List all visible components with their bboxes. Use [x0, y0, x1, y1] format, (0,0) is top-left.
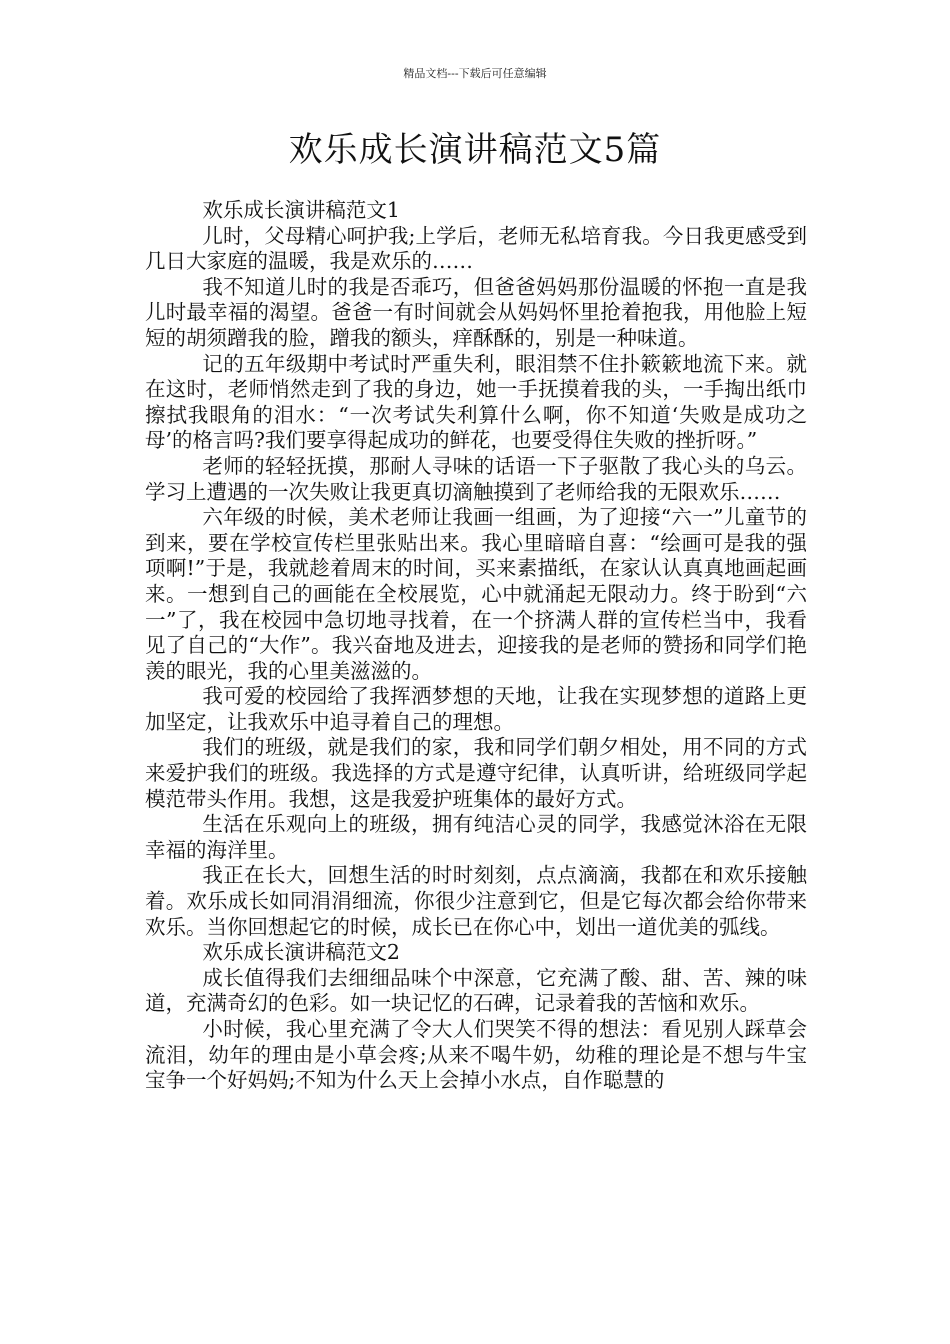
document-title: 欢乐成长演讲稿范文5篇: [288, 130, 662, 170]
document-body: [145, 198, 807, 1094]
paragraph: 六年级的时候，美术老师让我画一组画，为了迎接“六一”儿童节的到来，要在学校宣传栏里张贴出来。我心里暗暗自喜：“绘画可是我的强项啊!”于是，我就趁着周末的时间，买来素描纸，在家认认真真地画起画来。一想到自己的画能在全校展览，心中就涌起无限动力。终于盼到“六一”了，我在校园中急切地寻找着，在一个挤满人群的宣传栏当中，我看见了自己的“大作”。我兴奋地及进去，迎接我的是老师的赞扬和同学们艳羡的眼光，我的心里美滋滋的。: [145, 505, 807, 683]
paragraph: 我们的班级，就是我们的家，我和同学们朝夕相处，用不同的方式来爱护我们的班级。我选择的方式是遵守纪律，认真听讲，给班级同学起模范带头作用。我想，这是我爱护班集体的最好方式。: [145, 735, 807, 811]
paragraph: 小时候，我心里充满了令大人们哭笑不得的想法：看见别人踩草会流泪，幼年的理由是小草会疼;从来不喝牛奶，幼稚的理论是不想与牛宝宝争一个好妈妈;不知为什么天上会掉小水点，自作聪慧的: [145, 1017, 807, 1093]
paragraph: 老师的轻轻抚摸，那耐人寻味的话语一下子驱散了我心头的乌云。学习上遭遇的一次失败让我更真切滴触摸到了老师给我的无限欢乐……: [145, 453, 807, 504]
paragraph: 成长值得我们去细细品味个中深意，它充满了酸、甜、苦、辣的味道，充满奇幻的色彩。如一块记忆的石碑，记录着我的苦恼和欢乐。: [145, 965, 807, 1016]
paragraph: 生活在乐观向上的班级，拥有纯洁心灵的同学，我感觉沐浴在无限幸福的海洋里。: [145, 812, 807, 862]
paragraph: 我正在长大，回想生活的时时刻刻，点点滴滴，我都在和欢乐接触着。欢乐成长如同涓涓细流，你很少注意到它，但是它每次都会给你带来欢乐。当你回想起它的时候，成长已在你心中，划出一道优美的弧线。: [145, 863, 807, 939]
paragraph: 我可爱的校园给了我挥洒梦想的天地，让我在实现梦想的道路上更加坚定，让我欢乐中追寻着自己的理想。: [145, 684, 807, 734]
paragraph: 儿时，父母精心呵护我;上学后，老师无私培育我。今日我更感受到几日大家庭的温暖，我是欢乐的……: [145, 223, 807, 274]
paragraph: 我不知道儿时的我是否乖巧，但爸爸妈妈那份温暖的怀抱一直是我儿时最幸福的渴望。爸爸一有时间就会从妈妈怀里抢着抱我，用他脸上短短的胡须蹭我的脸，蹭我的额头，痒酥酥的，别是一种味道。: [145, 274, 807, 350]
section-heading-2: 欢乐成长演讲稿范文2: [202, 940, 400, 965]
section-heading-1: 欢乐成长演讲稿范文1: [202, 198, 400, 222]
paragraph: 记的五年级期中考试时严重失利，眼泪禁不住扑簌簌地流下来。就在这时，老师悄然走到了我的身边，她一手抚摸着我的头，一手掏出纸巾擦拭我眼角的泪水：“一次考试失利算什么啊，你不知道‘失败是成功之母’的格言吗?我们要享得起成功的鲜花，也要受得住失败的挫折呀。”: [145, 351, 807, 453]
header-note: 精品文档---下载后可任意编辑: [403, 67, 547, 80]
